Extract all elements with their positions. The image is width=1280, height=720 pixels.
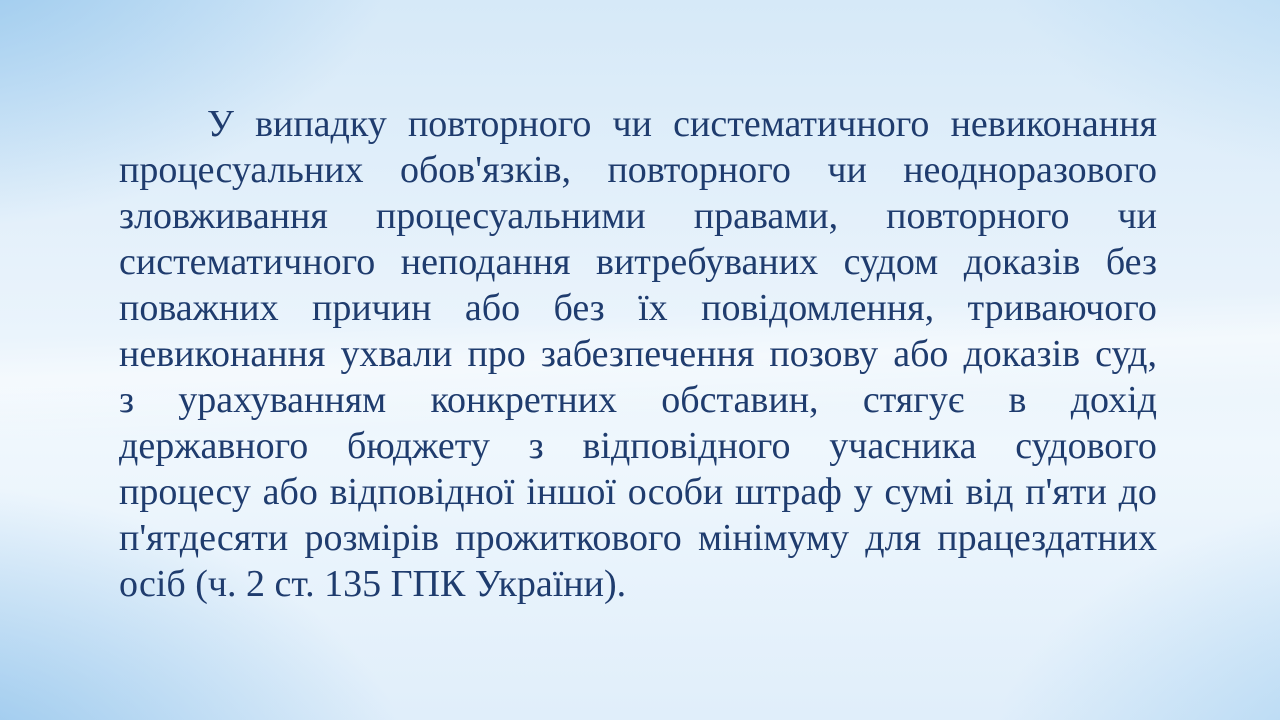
word: процесуальних — [119, 149, 364, 191]
word: повторного — [607, 149, 791, 191]
text-line-9 — [119, 469, 1157, 515]
word: невиконання — [119, 333, 326, 375]
word: випадку — [255, 103, 387, 145]
word: триваючого — [967, 287, 1157, 329]
word: причин — [312, 287, 432, 329]
text-line-4 — [119, 239, 1157, 285]
word: учасника — [829, 425, 977, 467]
word: систематичного — [673, 103, 930, 145]
word: повідомлення, — [701, 287, 935, 329]
text-line-5 — [119, 285, 1157, 331]
word: іншої — [526, 471, 616, 513]
text-line-6 — [119, 331, 1157, 377]
word: сумі — [884, 471, 954, 513]
word: У — [207, 103, 234, 145]
word: п'ятдесяти — [119, 517, 289, 559]
word: поважних — [119, 287, 279, 329]
word: відповідної — [329, 471, 515, 513]
word: витребуваних — [596, 241, 819, 283]
word: або — [262, 471, 318, 513]
word: повторного — [407, 103, 592, 145]
word: чи — [827, 149, 867, 191]
word: п'яти — [1025, 471, 1107, 513]
word: чи — [1117, 195, 1157, 237]
text-line-10 — [119, 515, 1157, 561]
word: мінімуму — [697, 517, 850, 559]
word: без — [553, 287, 605, 329]
word: у — [853, 471, 873, 513]
word: штраф — [735, 471, 842, 513]
word: судового — [1015, 425, 1157, 467]
word: до — [1118, 471, 1157, 513]
word: дохід — [1070, 379, 1157, 421]
word: неподання — [400, 241, 571, 283]
word: працездатних — [937, 517, 1157, 559]
word: ухвали — [340, 333, 453, 375]
word: без — [1105, 241, 1157, 283]
word: забезпечення — [540, 333, 755, 375]
word: стягує — [862, 379, 965, 421]
word: відповідного — [582, 425, 791, 467]
word: прожиткового — [455, 517, 682, 559]
word: розмірів — [304, 517, 440, 559]
word: їх — [638, 287, 668, 329]
word: або — [464, 287, 521, 329]
word: зловживання — [119, 195, 328, 237]
word: особи — [627, 471, 724, 513]
word: бюджету — [347, 425, 490, 467]
word: обставин, — [661, 379, 819, 421]
word: з — [119, 379, 135, 421]
text-line-2 — [119, 147, 1157, 193]
word: обов'язків, — [399, 149, 572, 191]
text-line-8 — [119, 423, 1157, 469]
word: доказів — [963, 333, 1081, 375]
word: в — [1008, 379, 1027, 421]
word: процесуальними — [375, 195, 646, 237]
word: процесу — [119, 471, 251, 513]
word: про — [467, 333, 526, 375]
word: від — [965, 471, 1014, 513]
word: або — [893, 333, 949, 375]
text-line-7 — [119, 377, 1157, 423]
word: державного — [119, 425, 309, 467]
word: систематичного — [119, 241, 376, 283]
text-line-3 — [119, 193, 1157, 239]
text-line-11: осіб (ч. 2 ст. 135 ГПК України). — [119, 563, 627, 605]
word: доказів — [963, 241, 1081, 283]
slide-body-text — [119, 101, 1157, 607]
word: позову — [769, 333, 879, 375]
word: чи — [612, 103, 652, 145]
word: невиконання — [950, 103, 1157, 145]
text-line-1 — [119, 101, 1157, 147]
word: суд, — [1095, 333, 1157, 375]
word: з — [528, 425, 544, 467]
word: правами, — [693, 195, 839, 237]
word: урахуванням — [178, 379, 387, 421]
word: неодноразового — [903, 149, 1157, 191]
word: судом — [843, 241, 939, 283]
word: конкретних — [430, 379, 617, 421]
word: повторного — [886, 195, 1070, 237]
word: для — [865, 517, 922, 559]
